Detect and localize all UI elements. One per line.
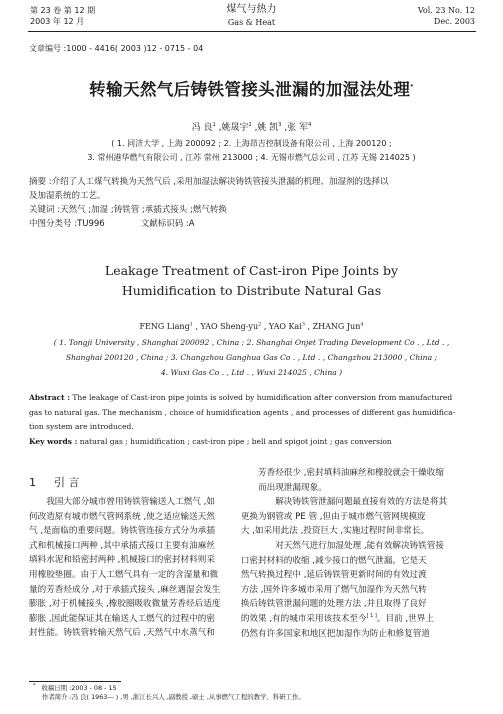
author-en-1-sup: 1 bbox=[189, 321, 193, 328]
right-col-continuation bbox=[258, 466, 478, 495]
keywords-en-label: Key words : bbox=[29, 436, 78, 446]
abstract-cn bbox=[29, 175, 479, 231]
title-en-line-2: Humidification to Distribute Natural Gas bbox=[121, 283, 382, 298]
author-en-3: , YAO Kai bbox=[261, 322, 302, 331]
right-column bbox=[240, 466, 478, 641]
right-col-line: 而出现泄漏现象。 bbox=[258, 482, 327, 493]
author-en-4: , ZHANG Jun bbox=[304, 322, 361, 331]
classification-line bbox=[29, 217, 479, 231]
citation-ref: [ 1 ] bbox=[366, 613, 377, 620]
left-col-line: 封性能。铸铁管转输天然气后 ,天然气中水蒸气和 bbox=[29, 628, 215, 639]
right-col-text: 的效果 ,有的城市采用该技术至今 bbox=[240, 613, 367, 624]
footnote-line-2: 作者简介 :冯 良( 1963— ) ,男 ,浙江长兴人 ,副教授 ,硕士 ,从事燃气工程的教学、科研工作。 bbox=[42, 692, 305, 701]
left-col-line: 气 ,是面临的重要问题。铸铁管连接方式分为承插 bbox=[29, 526, 215, 537]
header-vol-issue-en: Vol. 23 No. 12 bbox=[417, 6, 475, 15]
header-date-cn: 2003 年 12 月 bbox=[30, 17, 85, 26]
right-col-line: 口密封材料的收缩 ,减少接口的燃气泄漏。它是天 bbox=[240, 555, 427, 566]
left-col-line: 填料水泥和铅密封两种 ,机械接口的密封材料则采 bbox=[29, 555, 215, 566]
right-col-line: 解决铸铁管泄漏问题最直接有效的方法是将其 bbox=[275, 497, 448, 508]
left-col-line: 用橡胶垫圈。由于人工燃气具有一定的含湿量和微 bbox=[29, 569, 219, 580]
affiliation-cn-line-1: ( 1. 同济大学 , 上海 200092 ; 2. 上海昂吉控制设备有限公司 , 上海 200120 ; bbox=[111, 139, 392, 148]
author-cn-4: ,张 军 bbox=[281, 123, 309, 133]
author-cn-3: ,姚 凯 bbox=[251, 123, 279, 133]
left-col-line: 我国大部分城市曾用铸铁管输送人工燃气 ,如 bbox=[46, 497, 215, 507]
footnote-line-1 bbox=[33, 684, 305, 693]
section-1-number: 1 bbox=[29, 476, 36, 489]
author-cn-4-sup: 4 bbox=[308, 122, 312, 128]
author-en-3-sup: 3 bbox=[301, 321, 305, 328]
right-col-line: 更换为钢管或 PE 管 ,但由于城市燃气管网规模庞 bbox=[240, 511, 426, 522]
right-col-line: 方法 ,国外许多城市采用了燃气加湿作为天然气转 bbox=[240, 584, 427, 595]
title-cn-text: 转输天然气后铸铁管接头泄漏的加湿法处理 bbox=[89, 80, 411, 99]
abstract-en-text-1: The leakage of Cast-iron pipe joints is solved by humidification after conversion from manufactured bbox=[69, 393, 453, 402]
right-col-line: 芳香烃很少 ,密封填料油麻丝和橡胶就会干燥收缩 bbox=[258, 468, 444, 478]
title-footnote-mark: * bbox=[410, 83, 414, 91]
section-1-heading bbox=[29, 476, 80, 490]
right-col-line: 然气转换过程中 ,延后铸铁管更新时间的有效过渡 bbox=[240, 570, 427, 581]
right-col-paragraph-3 bbox=[240, 539, 478, 641]
header-journal-en: Gas & Heat bbox=[227, 18, 276, 27]
author-cn-1: 冯 良 bbox=[191, 123, 213, 133]
affiliation-en-line-2: Shanghai 200120 , China ; 3. Changzhou Ganghua Gas Co . , Ltd . , Changzhou 213000 , China ; bbox=[65, 353, 438, 362]
author-en-4-sup: 4 bbox=[360, 321, 364, 328]
received-date: 收稿日期 :2003 - 08 - 15 bbox=[41, 684, 117, 692]
article-number: 文章编号 :1000 - 4416( 2003 )12 - 0715 - 04 bbox=[29, 44, 204, 53]
authors-en bbox=[0, 321, 503, 332]
header-rule bbox=[28, 31, 476, 32]
author-cn-3-sup: 3 bbox=[278, 122, 282, 128]
keywords-en-line bbox=[29, 435, 477, 450]
footnote-mark: * bbox=[33, 682, 36, 689]
abstract-en-label: Abstract : bbox=[29, 393, 70, 402]
abstract-en bbox=[29, 391, 477, 449]
author-cn-1-sup: 1 bbox=[212, 122, 216, 128]
abstract-en-line-2: gas to natural gas. The mechanism , choice of humidification agents , and processes of different gas humidifica- bbox=[29, 407, 456, 417]
right-col-paragraph-2 bbox=[240, 495, 478, 539]
keywords-en: natural gas ; humidification ; cast-iron pipe ; bell and spigot joint ; gas conversion bbox=[77, 436, 392, 446]
header-journal-cn: 煤气与热力 bbox=[226, 4, 277, 15]
abstract-en-line-1 bbox=[29, 391, 477, 406]
footnote-rule bbox=[29, 681, 121, 682]
left-column bbox=[29, 495, 245, 641]
right-col-line bbox=[241, 614, 434, 624]
authors-cn bbox=[0, 122, 503, 134]
title-en-line-1: Leakage Treatment of Cast-iron Pipe Joints by bbox=[104, 263, 399, 278]
title-cn bbox=[0, 79, 503, 101]
abstract-cn-line-1: 摘要 :介绍了人工煤气转换为天然气后 ,采用加湿法解决铸铁管接头泄漏的机理、加湿剂的选择以 bbox=[29, 177, 389, 187]
left-col-line: 膨胀 ,因此能保证其在输送人工燃气的过程中的密 bbox=[29, 613, 215, 624]
clc-number: 中图分类号 :TU996 bbox=[29, 219, 105, 229]
right-col-line: 仍然有许多国家和地区把加湿作为防止和修复管道 bbox=[240, 628, 430, 639]
right-col-line: 换后铸铁管泄漏问题的处理方法 ,并且取得了良好 bbox=[240, 599, 427, 610]
affiliation-en-line-1: ( 1. Tongji University , Shanghai 200092 , China ; 2. Shanghai Onjet Trading Development Co . , Ltd . , bbox=[53, 338, 450, 347]
left-col-line: 式和机械接口两种 ,其中承插式接口主要有油麻丝 bbox=[29, 540, 215, 551]
left-col-line: 膨胀 ,对于机械接头 ,橡胶圈吸收微量芳香烃后适度 bbox=[29, 599, 221, 610]
author-cn-2-sup: 2 bbox=[248, 122, 252, 128]
left-col-line: 量的芳香烃成分 ,对于承插式接头 ,麻丝遇湿会发生 bbox=[29, 584, 221, 595]
left-col-paragraph-1 bbox=[29, 495, 245, 641]
affiliation-cn-line-2: 3. 常州港华燃气有限公司 , 江苏 常州 213000 ; 4. 无锡市燃气总公司 , 江苏 无锡 214025 ) bbox=[87, 153, 416, 162]
author-en-2-sup: 2 bbox=[258, 321, 262, 328]
section-1-title: 引 言 bbox=[54, 476, 80, 489]
right-col-text: 。目前 ,世界上 bbox=[376, 613, 434, 624]
author-cn-2: ,姚晟宇 bbox=[215, 123, 249, 133]
footnote bbox=[33, 684, 305, 701]
header-vol-issue-cn: 第 23 卷 第 12 期 bbox=[30, 6, 96, 15]
affiliation-en-line-3: 4. Wuxi Gas Co . , Ltd . , Wuxi 214025 , China ) bbox=[160, 368, 343, 377]
abstract-cn-line-2: 及加湿系统的工艺。 bbox=[29, 191, 106, 201]
right-col-line: 对天然气进行加湿处理 ,能有效解决铸铁管接 bbox=[275, 540, 444, 551]
author-en-2: , YAO Sheng-yu bbox=[192, 322, 259, 331]
left-col-line: 何改造原有城市燃气管网系统 ,使之适应输送天然 bbox=[29, 511, 215, 522]
author-en-1: FENG Liang bbox=[139, 322, 190, 331]
keywords-cn: 关键词 :天然气 ;加湿 ;铸铁管 ;承插式接头 ;燃气转换 bbox=[29, 205, 227, 215]
abstract-en-line-3: tion system are introduced. bbox=[29, 422, 134, 431]
header-date-en: Dec. 2003 bbox=[433, 17, 475, 26]
document-code: 文献标识码 :A bbox=[140, 219, 195, 229]
right-col-line: 大 ,如采用此法 ,投资巨大 ,实施过程时间非常长。 bbox=[240, 526, 430, 537]
